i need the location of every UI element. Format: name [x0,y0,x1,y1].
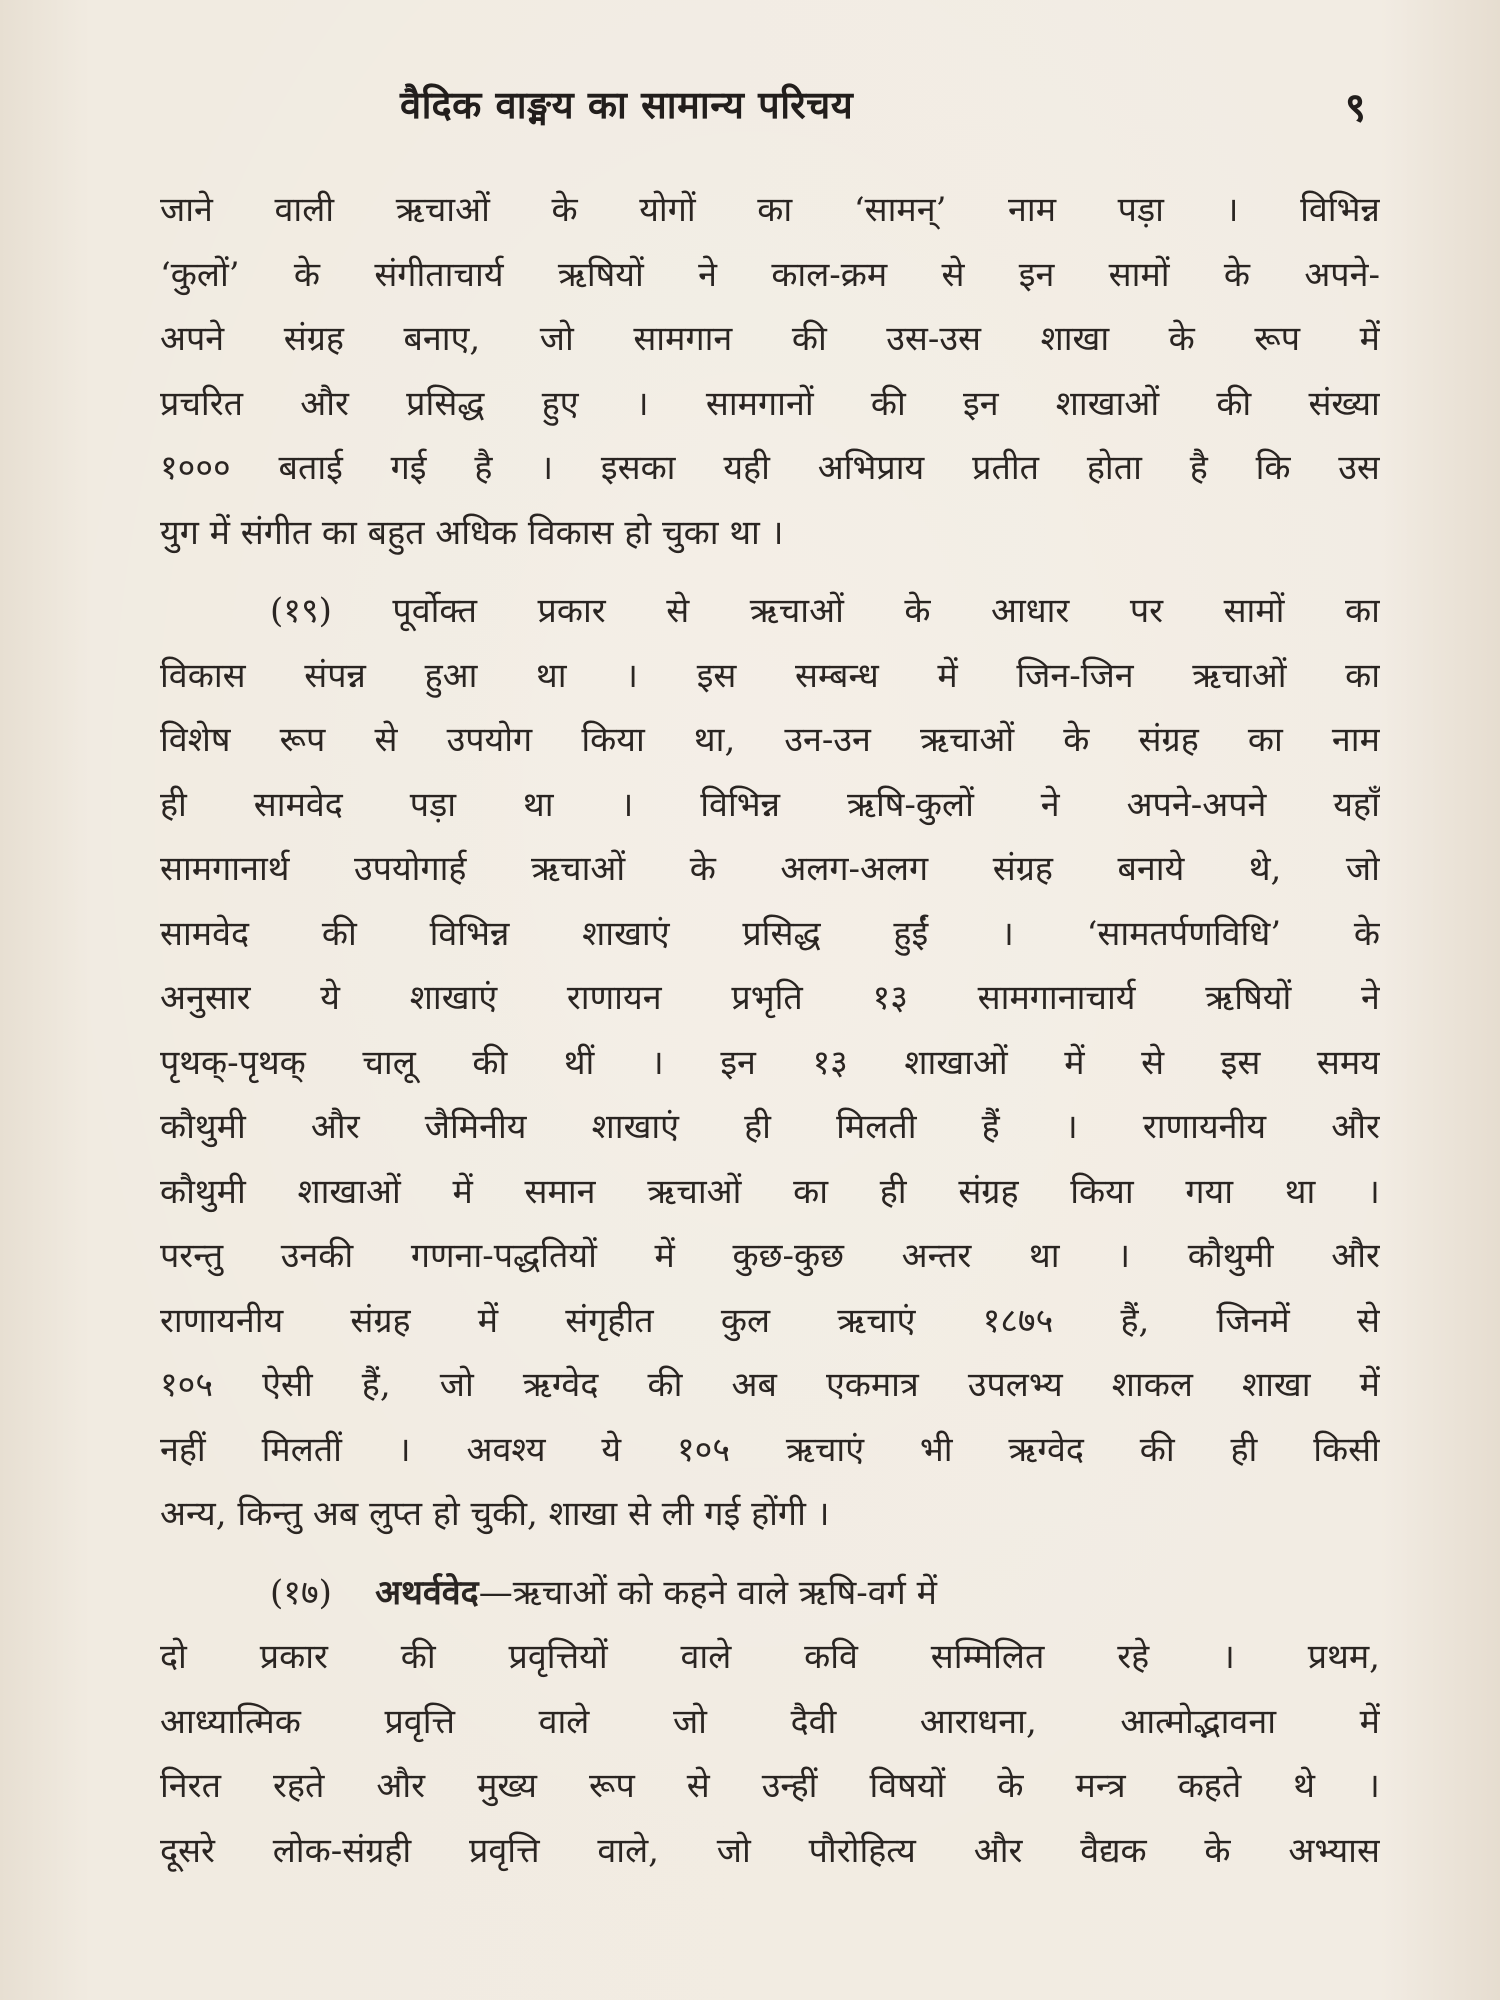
text-line: १००० बताई गई है । इसका यही अभिप्राय प्रतीत होता है कि उस [160,448,1380,488]
paragraph-3 [160,1561,1380,1884]
running-title: वैदिक वाङ्मय का सामान्य परिचय [400,82,854,127]
text-line: जाने वाली ऋचाओं के योगों का ‘सामन्’ नाम पड़ा । विभिन्न [160,190,1380,230]
text-line: नहीं मिलतीं । अवश्य ये १०५ ऋचाएं भी ऋग्वेद की ही किसी [160,1429,1380,1470]
text-line: ‘कुलों’ के संगीताचार्य ऋषियों ने काल-क्रम से इन सामों के अपने- [160,254,1380,295]
text-line: पृथक्-पृथक् चालू की थीं । इन १३ शाखाओं में से इस समय [160,1042,1380,1083]
text-line: अपने संग्रह बनाए, जो सामगान की उस-उस शाखा के रूप में [160,319,1380,359]
text-line: १०५ ऐसी हैं, जो ऋग्वेद की अब एकमात्र उपलभ्य शाकल शाखा में [160,1365,1380,1405]
section-term: अथर्ववेद [375,1572,479,1613]
paragraph-number: (१७) [270,1572,332,1613]
text-line: प्रचरित और प्रसिद्ध हुए । सामगानों की इन शाखाओं की संख्या [160,383,1380,424]
paragraph-2 [160,579,1380,1547]
text-line: अनुसार ये शाखाएं राणायन प्रभृति १३ सामगानाचार्य ऋषियों ने [160,978,1380,1018]
text-line: निरत रहते और मुख्य रूप से उन्हीं विषयों के मन्त्र कहते थे । [160,1766,1380,1806]
text-line: सामगानार्थ उपयोगार्ह ऋचाओं के अलग-अलग संग्रह बनाये थे, जो [160,849,1380,889]
paragraph-1 [160,178,1380,565]
text-line: अन्य, किन्तु अब लुप्त हो चुकी, शाखा से ली गई होंगी । [160,1494,830,1534]
text-line: सामवेद की विभिन्न शाखाएं प्रसिद्ध हुईं । ‘सामतर्पणविधि’ के [160,913,1380,954]
page-number: ९ [1345,84,1366,131]
body-text [160,178,1380,1897]
text-line: कौथुमी और जैमिनीय शाखाएं ही मिलती हैं । राणायनीय और [160,1107,1380,1147]
text-line: आध्यात्मिक प्रवृत्ति वाले जो दैवी आराधना, आत्मोद्भावना में [160,1701,1380,1742]
text-line: राणायनीय संग्रह में संगृहीत कुल ऋचाएं १८७५ हैं, जिनमें से [160,1300,1380,1341]
text-line: (१९) पूर्वोक्त प्रकार से ऋचाओं के आधार पर सामों का [270,591,1380,631]
text-line: विकास संपन्न हुआ था । इस सम्बन्ध में जिन-जिन ऋचाओं का [160,655,1380,696]
text-line: युग में संगीत का बहुत अधिक विकास हो चुका था । [160,512,784,553]
text-line: परन्तु उनकी गणना-पद्धतियों में कुछ-कुछ अन्तर था । कौथुमी और [160,1236,1380,1276]
page-header [0,78,1500,138]
lead-text: —ऋचाओं को कहने वाले ऋषि-वर्ग में [478,1572,937,1613]
text-line: विशेष रूप से उपयोग किया था, उन-उन ऋचाओं के संग्रह का नाम [160,720,1380,760]
text-line: ही सामवेद पड़ा था । विभिन्न ऋषि-कुलों ने अपने-अपने यहाँ [160,784,1380,825]
text-line-lead [160,1561,1380,1626]
text-line: कौथुमी शाखाओं में समान ऋचाओं का ही संग्रह किया गया था । [160,1171,1380,1212]
text-line: दूसरे लोक-संग्रही प्रवृत्ति वाले, जो पौरोहित्य और वैद्यक के अभ्यास [160,1830,1380,1871]
text-line: दो प्रकार की प्रवृत्तियों वाले कवि सम्मिलित रहे । प्रथम, [160,1637,1380,1677]
